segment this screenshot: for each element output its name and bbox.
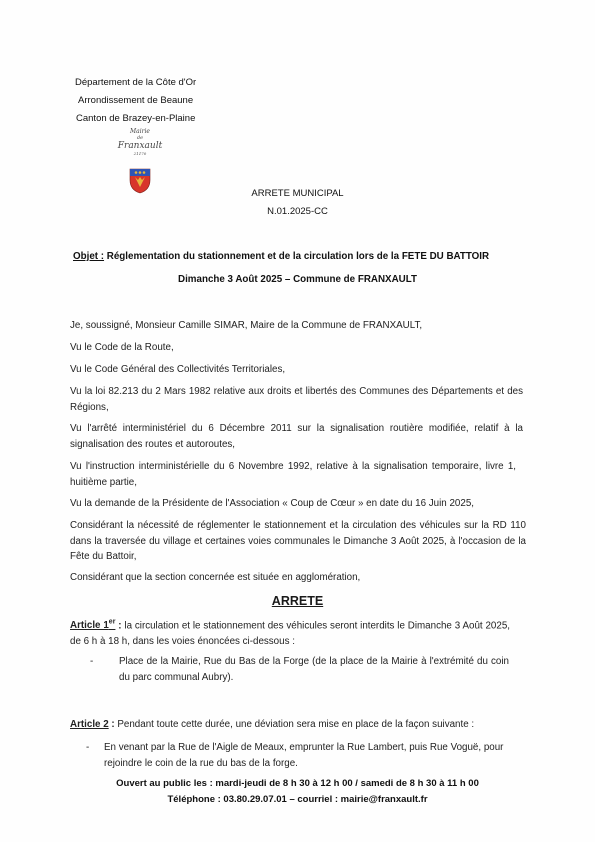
logo-small-text: 21170 [133,151,147,156]
objet-line [73,251,489,262]
header-department: Département de la Côte d'Or [75,77,197,88]
article-1-sup: er [108,619,116,626]
article-2-colon: : [108,719,115,730]
title-reference-number: N.01.2025-CC [267,206,328,217]
considerant-reglementation: Considérant la nécessité de réglementer le stationnement et la circulation des véhicules sur la RD 110 dans la traversée du village et certaines voies communales le Dimanche 3 Août 2025, à l'occasion de la Fête du Battoir, [70,520,526,562]
article-2-bullet: - [86,742,90,753]
article-1-label [70,620,115,631]
footer-contact: Téléphone : 03.80.29.07.01 – courriel : mairie@franxault.fr [167,794,428,805]
article-1-colon: : [115,620,122,632]
objet-date-line: Dimanche 3 Août 2025 – Commune de FRANXAULT [178,274,417,285]
arrete-heading: ARRETE [271,594,324,608]
footer-opening-hours: Ouvert au public les : mardi-jeudi de 8 h 30 à 12 h 00 / samedi de 8 h 30 à 11 h 00 [116,778,479,789]
visa-arrete-2011: Vu l'arrêté interministériel du 6 Décembre 2011 sur la signalisation routière modifiée, relatif à la signalisation des routes et autoroutes, [70,423,523,450]
title-arrete-municipal: ARRETE MUNICIPAL [251,188,344,199]
header-canton: Canton de Brazey-en-Plaine [76,113,196,124]
visa-code-route: Vu le Code de la Route, [70,342,174,353]
visa-code-collectivites: Vu le Code Général des Collectivités Territoriales, [70,364,286,375]
considerant-agglomeration: Considérant que la section concernée est située en agglomération, [70,572,361,583]
article-1 [70,615,510,649]
objet-label: Objet : [73,251,105,262]
article-1-item: Place de la Mairie, Rue du Bas de la Forge (de la place de la Mairie à l'extrémité du coin du parc communal Aubry). [119,656,509,683]
header-arrondissement: Arrondissement de Beaune [78,95,194,106]
article-2 [70,717,474,733]
logo-mairie-text: Mairie [130,128,150,135]
visa-instruction-1992: Vu l'instruction interministérielle du 6 Novembre 1992, relative à la signalisation temporaire, livre 1, huitième partie, [70,461,516,488]
visa-loi-1982: Vu la loi 82.213 du 2 Mars 1982 relative aux droits et libertés des Communes des Départements et des Régions, [70,386,523,413]
objet-text: Réglementation du stationnement et de la circulation lors de la FETE DU BATTOIR [106,251,490,262]
article-1-text: la circulation et le stationnement des véhicules seront interdits le Dimanche 3 Août 2025, de 6 h à 18 h, dans les voies énoncées ci-dessous : [70,620,511,647]
visa-demande-association: Vu la demande de la Présidente de l'Association « Coup de Cœur » en date du 16 Juin 2025, [70,498,474,509]
logo-de-text: de [136,135,144,141]
intro-paragraph: Je, soussigné, Monsieur Camille SIMAR, Maire de la Commune de FRANXAULT, [70,320,423,331]
article-2-item: En venant par la Rue de l'Aigle de Meaux, emprunter la Rue Lambert, puis Rue Voguë, pour rejoindre le coin de la rue du bas de la forge. [104,742,504,769]
article-1-bullet: - [90,656,94,667]
article-2-text: Pendant toute cette durée, une déviation sera mise en place de la façon suivante : [114,719,475,730]
article-1-label-text: Article 1 [70,620,109,632]
article-2-label: Article 2 [70,719,109,730]
logo-name-text: Franxault [117,141,163,151]
